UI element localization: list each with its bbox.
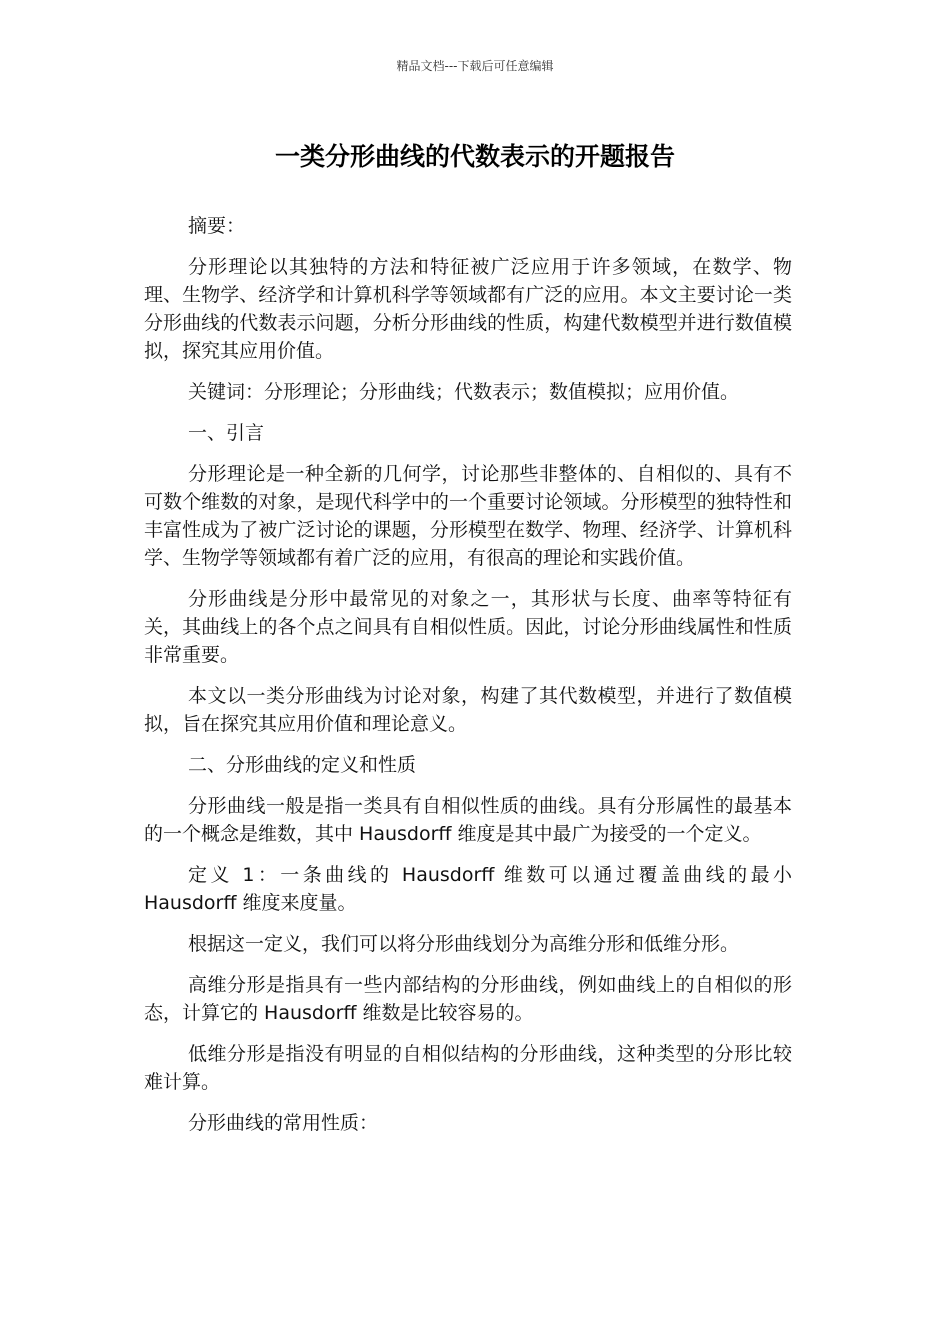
body-paragraph: 分形理论是一种全新的几何学，讨论那些非整体的、自相似的、具有不可数个维数的对象，是现代科学中的一个重要讨论领域。分形模型的独特性和丰富性成为了被广泛讨论的课题，分形模型在数学、物理、经济学、计算机科学、生物学等领域都有着广泛的应用，有很高的理论和实践价值。 (144, 463, 792, 569)
abstract-heading: 摘要： (188, 215, 246, 237)
section-heading-introduction: 一、引言 (188, 422, 265, 444)
header-note: 精品文档---下载后可任意编辑 (396, 59, 554, 73)
body-paragraph: 根据这一定义，我们可以将分形曲线划分为高维分形和低维分形。 (188, 933, 740, 955)
body-paragraph: 本文以一类分形曲线为讨论对象，构建了其代数模型，并进行了数值模拟，旨在探究其应用价值和理论意义。 (144, 685, 792, 735)
section-heading-definition: 二、分形曲线的定义和性质 (188, 754, 417, 776)
body-paragraph: 低维分形是指没有明显的自相似结构的分形曲线，这种类型的分形比较难计算。 (144, 1043, 792, 1093)
body-paragraph: 分形曲线是分形中最常见的对象之一，其形状与长度、曲率等特征有关，其曲线上的各个点之间具有自相似性质。因此，讨论分形曲线属性和性质非常重要。 (144, 588, 792, 666)
body-paragraph: 分形曲线的常用性质： (188, 1112, 379, 1134)
document-title: 一类分形曲线的代数表示的开题报告 (274, 142, 675, 171)
keywords-paragraph: 关键词：分形理论；分形曲线；代数表示；数值模拟；应用价值。 (188, 381, 740, 403)
body-paragraph: 高维分形是指具有一些内部结构的分形曲线，例如曲线上的自相似的形态，计算它的 Hausdorff 维数是比较容易的。 (144, 974, 792, 1024)
abstract-paragraph: 分形理论以其独特的方法和特征被广泛应用于许多领域，在数学、物理、生物学、经济学和计算机科学等领域都有广泛的应用。本文主要讨论一类分形曲线的代数表示问题，分析分形曲线的性质，构建代数模型并进行数值模拟，探究其应用价值。 (144, 256, 792, 362)
body-paragraph: 分形曲线一般是指一类具有自相似性质的曲线。具有分形属性的最基本的一个概念是维数，其中 Hausdorff 维度是其中最广为接受的一个定义。 (144, 795, 792, 845)
definition-paragraph: 定义 1：一条曲线的 Hausdorff 维数可以通过覆盖曲线的最小 Hausdorff 维度来度量。 (144, 864, 792, 914)
document-body (144, 212, 792, 1150)
